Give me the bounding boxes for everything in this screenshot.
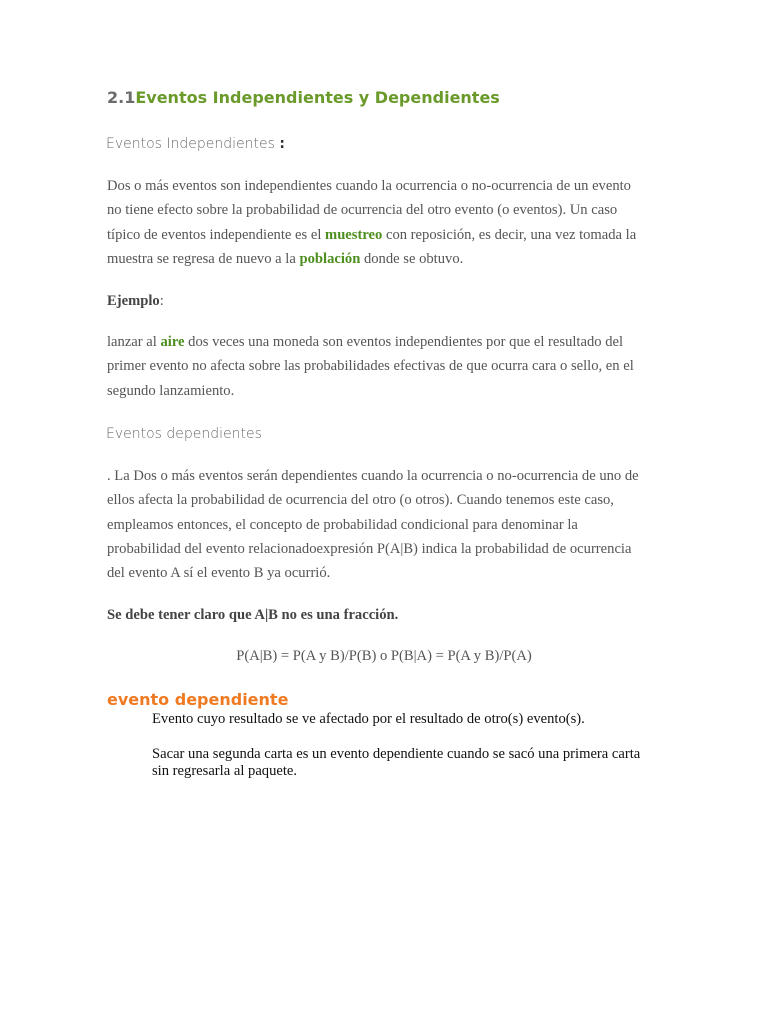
paragraph-line: lanzar al aire dos veces una moneda son eventos independientes por que el resultado del xyxy=(107,334,624,350)
definition-example-line: sin regresarla al paquete. xyxy=(152,763,298,779)
dependent-subheading: Eventos dependientes xyxy=(106,426,262,442)
section-number: 2.1 xyxy=(107,88,136,107)
paragraph-line: primer evento no afecta sobre las probabilidades efectivas de que ocurra cara o sello, en el xyxy=(107,358,634,375)
paragraph-line: Dos o más eventos son independientes cuando la ocurrencia o no-ocurrencia de un evento xyxy=(107,178,631,194)
paragraph-line: empleamos entonces, el concepto de probabilidad condicional para denominar la xyxy=(107,516,578,533)
example-label xyxy=(107,289,667,313)
paragraph-line: del evento A sí el evento B ya ocurrió. xyxy=(107,565,331,582)
independent-subheading xyxy=(106,136,285,152)
definition-text: Evento cuyo resultado se ve afectado por el resultado de otro(s) evento(s). xyxy=(152,711,585,727)
paragraph-line: muestra se regresa de nuevo a la población donde se obtuvo. xyxy=(107,250,464,267)
conditional-formula: P(A|B) = P(A y B)/P(B) o P(B|A) = P(A y B)/P(A) xyxy=(236,648,532,664)
poblacion-link[interactable]: población xyxy=(299,250,361,267)
section-heading xyxy=(107,88,500,107)
fraction-note: Se debe tener claro que A|B no es una fracción. xyxy=(107,607,399,623)
paragraph-line: no tiene efecto sobre la probabilidad de ocurrencia del otro evento (o eventos). Un caso xyxy=(107,202,618,219)
independent-subheading-colon: : xyxy=(279,136,286,152)
dependent-paragraph xyxy=(107,464,667,585)
muestreo-link[interactable]: muestreo xyxy=(325,226,383,243)
independent-paragraph xyxy=(107,174,667,271)
paragraph-line: ellos afecta la probabilidad de ocurrencia del otro (o otros). Cuando tenemos este caso, xyxy=(107,492,614,509)
paragraph-line: probabilidad del evento relacionadoexpresión P(A|B) indica la probabilidad de ocurrencia xyxy=(107,540,632,557)
example-label-colon: : xyxy=(159,293,164,309)
paragraph-line: . La Dos o más eventos serán dependientes cuando la ocurrencia o no-ocurrencia de uno de xyxy=(107,468,639,484)
definition-title: evento dependiente xyxy=(107,690,289,709)
independent-subheading-text: Eventos Independientes xyxy=(106,136,275,152)
definition-example-line: Sacar una segunda carta es un evento dependiente cuando se sacó una primera carta xyxy=(152,746,641,762)
aire-link[interactable]: aire xyxy=(160,334,185,350)
paragraph-line: segundo lanzamiento. xyxy=(107,382,235,399)
section-title: Eventos Independientes y Dependientes xyxy=(135,88,500,107)
definition-example xyxy=(152,746,672,780)
example-label-text: Ejemplo xyxy=(107,293,160,309)
paragraph-line: típico de eventos independiente es el muestreo con reposición, es decir, una vez tomada la xyxy=(107,226,637,243)
example-paragraph xyxy=(107,330,667,403)
